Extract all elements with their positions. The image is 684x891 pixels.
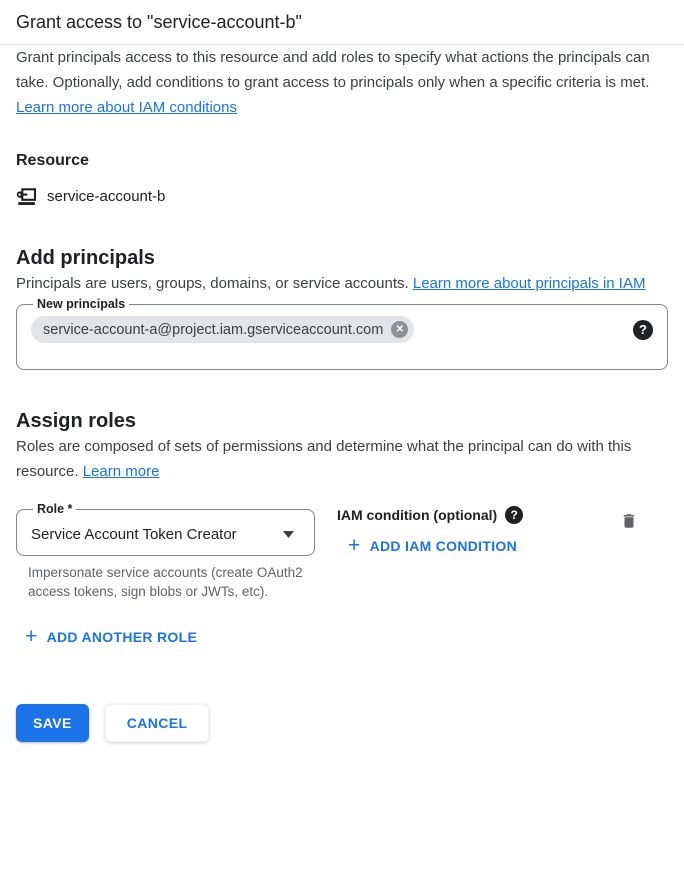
plus-icon: + — [25, 625, 38, 648]
iam-condition-help-icon[interactable]: ? — [505, 506, 523, 524]
new-principals-label: New principals — [37, 297, 126, 311]
cancel-button[interactable]: CANCEL — [105, 704, 210, 742]
resource-heading: Resource — [16, 152, 89, 169]
dialog-title: Grant access to "service-account-b" — [16, 12, 302, 32]
chip-remove-icon[interactable]: ✕ — [391, 321, 408, 338]
principal-chip[interactable] — [31, 316, 414, 343]
principals-description — [16, 271, 666, 296]
role-row — [16, 501, 668, 601]
dropdown-arrow-icon — [283, 525, 294, 543]
principals-text: Principals are users, groups, domains, or service accounts. — [16, 275, 409, 292]
add-another-role-button[interactable]: + ADD ANOTHER ROLE — [25, 625, 198, 648]
principals-help-icon[interactable]: ? — [633, 320, 653, 340]
dialog-footer — [0, 704, 684, 742]
role-selected-value: Service Account Token Creator — [31, 525, 237, 543]
role-select[interactable] — [16, 501, 315, 556]
dialog-header — [0, 0, 684, 36]
roles-text: Roles are composed of sets of permissions and determine what the principal can do with this resource. — [16, 438, 632, 480]
roles-description — [16, 434, 666, 484]
plus-icon: + — [348, 534, 361, 557]
save-button[interactable]: SAVE — [16, 704, 89, 742]
new-principals-field[interactable] — [16, 296, 668, 370]
add-iam-condition-button[interactable]: + ADD IAM CONDITION — [348, 534, 518, 557]
resource-row — [16, 185, 668, 207]
role-label: Role * — [37, 502, 73, 516]
assign-roles-heading: Assign roles — [16, 410, 137, 432]
principals-input-row[interactable] — [27, 312, 657, 369]
role-helper-text: Impersonate service accounts (create OAuth2 access tokens, sign blobs or JWTs, etc). — [28, 565, 303, 599]
iam-condition-column — [337, 501, 523, 557]
role-column — [16, 501, 315, 601]
principals-link[interactable]: Learn more about principals in IAM — [412, 275, 646, 292]
add-principals-heading: Add principals — [16, 247, 155, 269]
resource-name: service-account-b — [47, 187, 166, 205]
iam-condition-label: IAM condition (optional) — [337, 507, 498, 523]
service-account-icon — [16, 186, 37, 207]
intro-paragraph — [16, 45, 668, 120]
principal-chip-label: service-account-a@project.iam.gserviceaccount.com — [43, 321, 384, 338]
intro-text: Grant principals access to this resource and add roles to specify what actions the principals can take. Optionally, add conditions to grant access to principals only when a specific criteria is met. — [16, 49, 650, 91]
delete-role-button[interactable] — [620, 511, 638, 531]
iam-conditions-link[interactable]: Learn more about IAM conditions — [16, 99, 237, 116]
trash-icon — [620, 511, 638, 531]
roles-learn-more-link[interactable]: Learn more — [82, 463, 160, 480]
